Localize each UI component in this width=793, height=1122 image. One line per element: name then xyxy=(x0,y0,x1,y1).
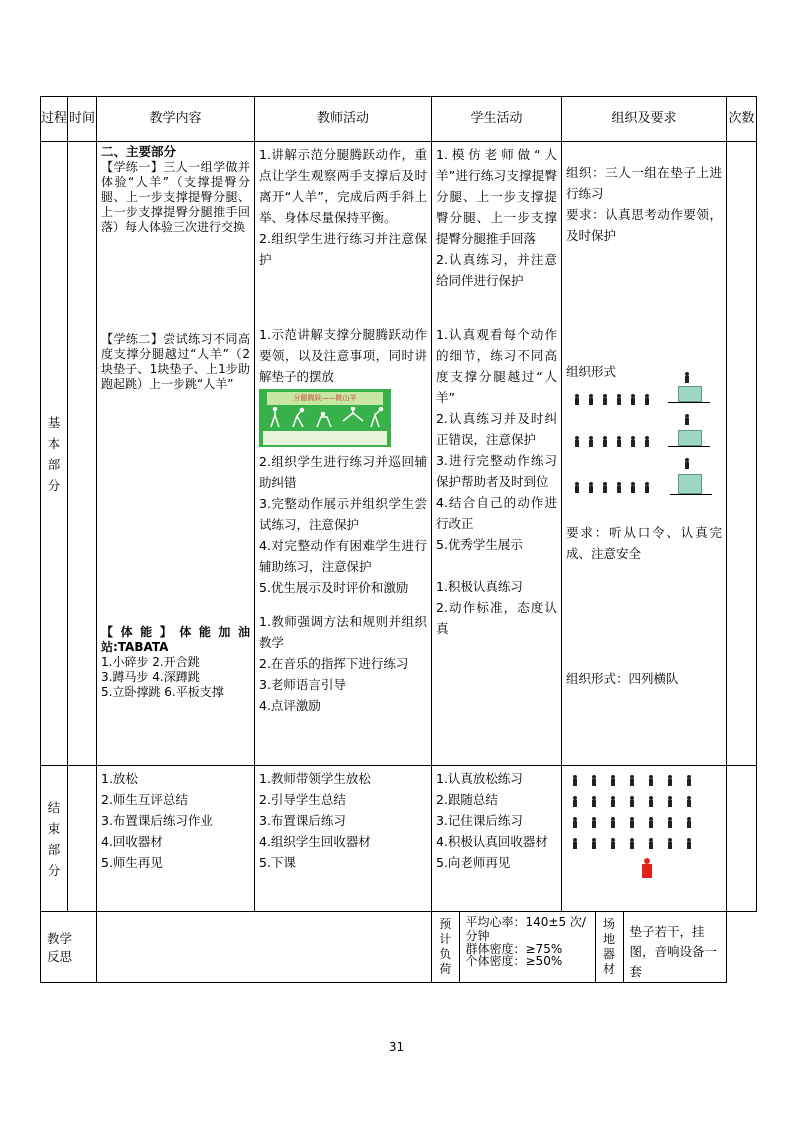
reflection-label-cell xyxy=(41,912,97,983)
helper-icon xyxy=(684,414,689,425)
student-step: 1.模仿老师做“人羊”进行练习支撑提臀分腿、上一步支撑提臀分腿、上一步支撑提臀分腿推手回落 xyxy=(436,147,557,246)
student-icon xyxy=(667,817,672,828)
student-icon xyxy=(648,838,653,849)
end-teacher-item: 5.下课 xyxy=(259,855,296,870)
student-icon xyxy=(574,394,579,405)
mat-icon xyxy=(678,386,702,402)
teacher-step: 1.教师强调方法和规则并组织教学 xyxy=(259,614,427,650)
teacher-step: 3.老师语言引导 xyxy=(259,677,346,692)
line-marker xyxy=(668,446,710,447)
section-title: 二、主要部分 xyxy=(101,144,177,159)
student-row xyxy=(572,834,705,855)
student-icon xyxy=(591,796,596,807)
end-student-item: 4.积极认真回收器材 xyxy=(436,834,548,849)
student-icon xyxy=(630,394,635,405)
teacher-step: 4.对完整动作有困难学生进行辅助练习，注意保护 xyxy=(259,538,427,574)
end-content-cell xyxy=(97,766,255,912)
student-icon xyxy=(629,817,634,828)
student-icon xyxy=(648,796,653,807)
teacher-icon xyxy=(642,858,652,878)
student-step: 3.进行完整动作练习保护帮助者及时到位 xyxy=(436,453,557,489)
footer-inner-table xyxy=(432,912,726,982)
formation-diagram xyxy=(566,382,722,522)
main-teacher-cell xyxy=(255,142,432,766)
student-icon xyxy=(629,796,634,807)
four-row-formation xyxy=(572,771,705,855)
student-step: 1.积极认真练习 xyxy=(436,579,523,594)
lesson-plan-table xyxy=(40,96,757,983)
end-time-cell xyxy=(68,766,97,912)
footer-info-cell xyxy=(432,912,727,983)
end-section-label xyxy=(41,766,68,912)
end-formation-cell xyxy=(562,766,727,912)
student-step: 4.结合自己的动作进行改正 xyxy=(436,495,557,531)
venue-label-text: 场地器材 xyxy=(602,917,615,976)
student-icon xyxy=(648,775,653,786)
exercise-two: 【学练二】尝试练习不同高度支撑分腿越过“人羊”（2块垫子、1块垫子、上1步助跑起跳）上一步跳“人羊” xyxy=(101,332,250,391)
line-marker xyxy=(668,402,710,403)
student-icon xyxy=(602,482,607,493)
student-icon xyxy=(572,817,577,828)
header-student-activity: 学生活动 xyxy=(432,97,562,142)
student-icon xyxy=(602,436,607,447)
end-count-cell xyxy=(727,766,757,912)
end-content-item: 4.回收器材 xyxy=(101,834,163,849)
teacher-step: 3.完整动作展示并组织学生尝试练习，注意保护 xyxy=(259,496,427,532)
header-row xyxy=(41,97,757,142)
student-icon xyxy=(572,838,577,849)
venue-label xyxy=(595,912,623,982)
main-organization-cell xyxy=(562,142,727,766)
student-icon xyxy=(574,436,579,447)
teacher-step: 2.组织学生进行练习并注意保护 xyxy=(259,231,427,267)
end-content-item: 2.师生互评总结 xyxy=(101,792,188,807)
fitness-item: 3.蹲马步 4.深蹲跳 xyxy=(101,670,200,684)
student-icon xyxy=(667,775,672,786)
student-icon xyxy=(629,775,634,786)
fitness-title: 【体能】体能加油站:TABATA xyxy=(101,625,250,654)
main-section-row xyxy=(41,142,757,766)
student-step: 1.认真观看每个动作的细节，练习不同高度支撑分腿越过“人羊” xyxy=(436,327,557,405)
student-icon xyxy=(610,775,615,786)
fitness-item: 5.立卧撑跳 6.平板支撑 xyxy=(101,685,224,699)
load-value: 群体密度：≥75% xyxy=(465,942,563,956)
header-organization: 组织及要求 xyxy=(562,97,727,142)
student-row xyxy=(574,432,658,453)
load-value: 平均心率：140±5 次/分钟 xyxy=(465,915,586,943)
student-icon xyxy=(610,817,615,828)
student-icon xyxy=(648,817,653,828)
student-icon xyxy=(667,838,672,849)
end-content-item: 3.布置课后练习作业 xyxy=(101,813,213,828)
end-teacher-item: 1.教师带领学生放松 xyxy=(259,771,371,786)
student-icon xyxy=(591,817,596,828)
main-time-cell xyxy=(68,142,97,766)
student-icon xyxy=(572,796,577,807)
student-icon xyxy=(591,838,596,849)
student-icon xyxy=(602,394,607,405)
leapfrog-illustration xyxy=(259,389,391,447)
page-number: 31 xyxy=(388,1040,405,1054)
student-icon xyxy=(630,482,635,493)
student-icon xyxy=(644,482,649,493)
teacher-step: 2.组织学生进行练习并巡回辅助纠错 xyxy=(259,454,427,490)
student-step: 2.动作标准，态度认真 xyxy=(436,600,557,636)
end-student-cell xyxy=(432,766,562,912)
teacher-step: 2.在音乐的指挥下进行练习 xyxy=(259,656,409,671)
student-row xyxy=(574,390,658,411)
teacher-step: 1.示范讲解支撑分腿腾跃动作要领，以及注意事项，同时讲解垫子的摆放 xyxy=(259,327,427,384)
end-student-item: 1.认真放松练习 xyxy=(436,771,523,786)
main-count-cell xyxy=(727,142,757,766)
student-step: 2.认真练习并及时纠正错误，注意保护 xyxy=(436,411,557,447)
fitness-item: 1.小碎步 2.开合跳 xyxy=(101,655,200,669)
student-row xyxy=(572,792,705,813)
student-icon xyxy=(644,436,649,447)
helper-icon xyxy=(684,458,689,469)
student-icon xyxy=(588,394,593,405)
student-row xyxy=(574,478,658,499)
student-row xyxy=(572,813,705,834)
header-teacher-activity: 教师活动 xyxy=(255,97,432,142)
teacher-step: 5.优生展示及时评价和激励 xyxy=(259,580,409,595)
illustration-caption: 分腿腾跃——跳山羊 xyxy=(267,392,383,405)
header-count: 次数 xyxy=(727,97,757,142)
exercise-one: 【学练一】三人一组学做并体验“人羊”（支撑提臀分腿、上一步支撑提臀分腿、上一步支撑提臀分腿推手回落）每人体验三次进行交换 xyxy=(101,160,250,234)
org-text: 要求：认真思考动作要领，及时保护 xyxy=(566,207,722,243)
student-icon xyxy=(574,482,579,493)
end-content-item: 1.放松 xyxy=(101,771,138,786)
student-icon xyxy=(629,838,634,849)
student-icon xyxy=(588,482,593,493)
reflection-label: 教学反思 xyxy=(47,931,73,964)
load-label xyxy=(432,912,459,982)
student-icon xyxy=(591,775,596,786)
student-step: 2.认真练习，并注意给同伴进行保护 xyxy=(436,252,557,288)
student-icon xyxy=(616,436,621,447)
helper-icon xyxy=(684,372,689,383)
footer-row xyxy=(41,912,757,983)
main-section-label xyxy=(41,142,68,766)
end-teacher-item: 4.组织学生回收器材 xyxy=(259,834,371,849)
student-icon xyxy=(686,838,691,849)
end-teacher-cell xyxy=(255,766,432,912)
end-student-item: 5.向老师再见 xyxy=(436,855,511,870)
teacher-step: 4.点评激励 xyxy=(259,698,321,713)
end-teacher-item: 2.引导学生总结 xyxy=(259,792,346,807)
org-formation: 组织形式：四列横队 xyxy=(566,671,679,686)
student-icon xyxy=(667,796,672,807)
main-content-cell xyxy=(97,142,255,766)
mat-icon xyxy=(678,430,702,446)
student-icon xyxy=(572,775,577,786)
load-label-text: 预计负荷 xyxy=(439,917,452,976)
student-icon xyxy=(610,796,615,807)
student-step: 5.优秀学生展示 xyxy=(436,537,523,552)
header-time: 时间 xyxy=(68,97,97,142)
end-content-item: 5.师生再见 xyxy=(101,855,163,870)
org-text: 组织：三人一组在垫子上进行练习 xyxy=(566,165,722,201)
student-icon xyxy=(686,817,691,828)
mat-icon xyxy=(678,474,702,494)
teacher-step: 1.讲解示范分腿腾跃动作，重点让学生观察两手支撑后及时离开“人羊”，完成后两手斜上举、身体尽量保持平衡。 xyxy=(259,147,427,225)
illustration-text-block xyxy=(263,431,387,445)
line-marker xyxy=(670,494,712,495)
main-section-label-text: 基本部分 xyxy=(47,414,61,493)
student-icon xyxy=(686,796,691,807)
end-student-item: 2.跟随总结 xyxy=(436,792,498,807)
end-section-row xyxy=(41,766,757,912)
student-icon xyxy=(630,436,635,447)
header-content: 教学内容 xyxy=(97,97,255,142)
header-process: 过程 xyxy=(41,97,68,142)
student-icon xyxy=(610,838,615,849)
org-requirement: 要求：听从口令、认真完成、注意安全 xyxy=(566,525,722,561)
student-icon xyxy=(588,436,593,447)
student-icon xyxy=(616,482,621,493)
venue-value: 垫子若干，挂图，音响设备一套 xyxy=(629,924,718,979)
student-icon xyxy=(686,775,691,786)
load-value: 个体密度：≥50% xyxy=(465,954,563,968)
reflection-cell xyxy=(97,912,432,983)
load-values xyxy=(459,912,595,982)
main-student-cell xyxy=(432,142,562,766)
end-section-label-text: 结束部分 xyxy=(47,799,61,878)
student-icon xyxy=(644,394,649,405)
leapfrog-figures xyxy=(265,407,385,429)
org-form-label: 组织形式 xyxy=(566,364,617,379)
footer-empty xyxy=(727,912,757,983)
student-icon xyxy=(616,394,621,405)
student-row xyxy=(572,771,705,792)
end-student-item: 3.记住课后练习 xyxy=(436,813,523,828)
end-teacher-item: 3.布置课后练习 xyxy=(259,813,346,828)
